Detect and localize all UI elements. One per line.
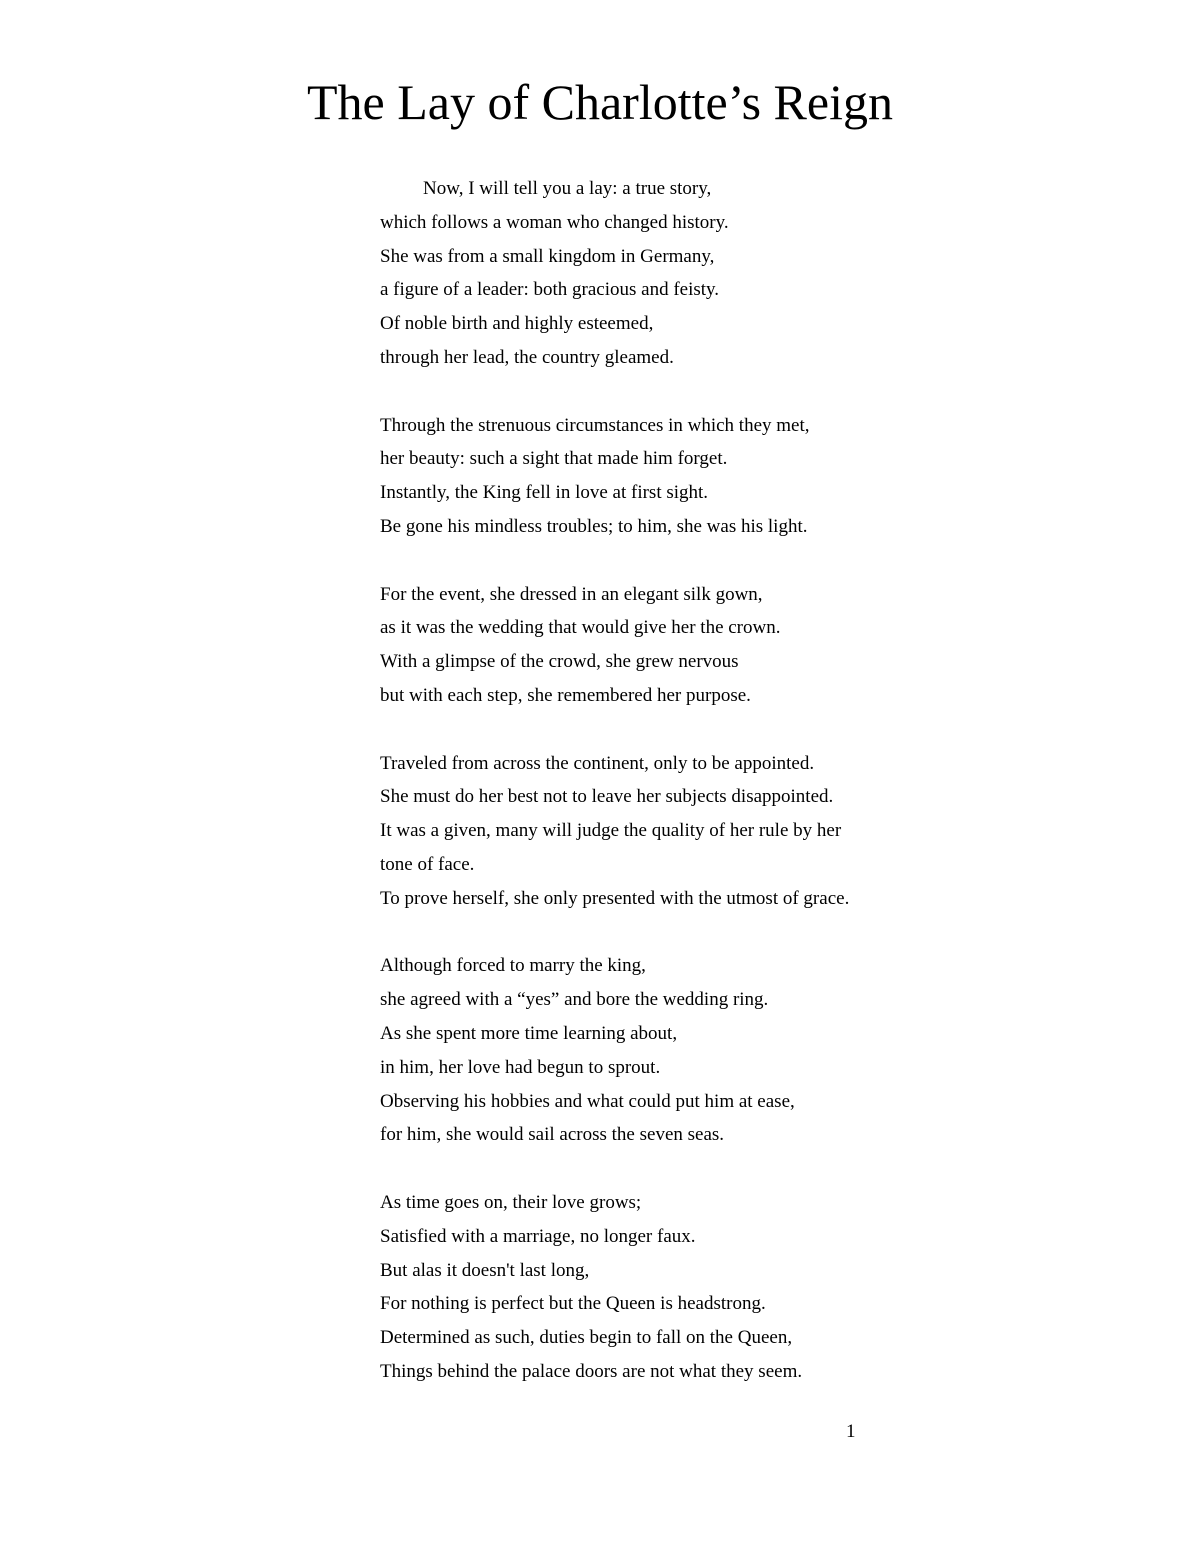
poem-line: She must do her best not to leave her subjects disappointed. <box>380 786 834 808</box>
poem-line: through her lead, the country gleamed. <box>380 346 674 368</box>
poem-line: tone of face. <box>380 853 475 875</box>
poem-line: As she spent more time learning about, <box>380 1022 678 1044</box>
poem-line: With a glimpse of the crowd, she grew nervous <box>380 651 739 673</box>
stanza-2 <box>380 409 900 544</box>
poem-line: Of noble birth and highly esteemed, <box>380 313 654 335</box>
stanza-4 <box>380 747 900 916</box>
stanza-5 <box>380 949 900 1152</box>
poem-line: Traveled from across the continent, only to be appointed. <box>380 752 815 774</box>
poem-line: as it was the wedding that would give her the crown. <box>380 617 781 639</box>
poem-line: she agreed with a “yes” and bore the wedding ring. <box>380 989 769 1011</box>
poem-line: She was from a small kingdom in Germany, <box>380 245 715 267</box>
poem-line: For the event, she dressed in an elegant silk gown, <box>380 583 763 605</box>
poem-line: Although forced to marry the king, <box>380 955 646 977</box>
poem-body <box>380 172 900 1422</box>
poem-line: As time goes on, their love grows; <box>380 1191 642 1213</box>
poem-line: Things behind the palace doors are not what they seem. <box>380 1360 803 1382</box>
poem-line: in him, her love had begun to sprout. <box>380 1056 661 1078</box>
poem-line: Through the strenuous circumstances in which they met, <box>380 414 810 436</box>
poem-line: For nothing is perfect but the Queen is headstrong. <box>380 1293 766 1315</box>
poem-line: a figure of a leader: both gracious and feisty. <box>380 279 720 301</box>
page-number: 1 <box>846 1421 856 1442</box>
poem-line: It was a given, many will judge the quality of her rule by her <box>380 820 842 842</box>
poem-line: To prove herself, she only presented with the utmost of grace. <box>380 887 850 909</box>
poem-line: But alas it doesn't last long, <box>380 1259 590 1281</box>
poem-line: Instantly, the King fell in love at first sight. <box>380 482 709 504</box>
poem-line: Determined as such, duties begin to fall on the Queen, <box>380 1327 793 1349</box>
poem-line: for him, she would sail across the seven seas. <box>380 1124 725 1146</box>
poem-line: Observing his hobbies and what could put him at ease, <box>380 1090 795 1112</box>
poem-line: which follows a woman who changed history. <box>380 211 729 233</box>
poem-line: Be gone his mindless troubles; to him, she was his light. <box>380 515 808 537</box>
poem-line: Satisfied with a marriage, no longer faux. <box>380 1225 696 1247</box>
poem-line: Now, I will tell you a lay: a true story, <box>423 178 712 199</box>
stanza-3 <box>380 578 900 713</box>
stanza-6 <box>380 1186 900 1389</box>
poem-title: The Lay of Charlotte’s Reign <box>307 74 893 130</box>
poem-line: her beauty: such a sight that made him forget. <box>380 448 728 470</box>
poem-line: but with each step, she remembered her purpose. <box>380 684 751 706</box>
stanza-1 <box>380 172 900 375</box>
